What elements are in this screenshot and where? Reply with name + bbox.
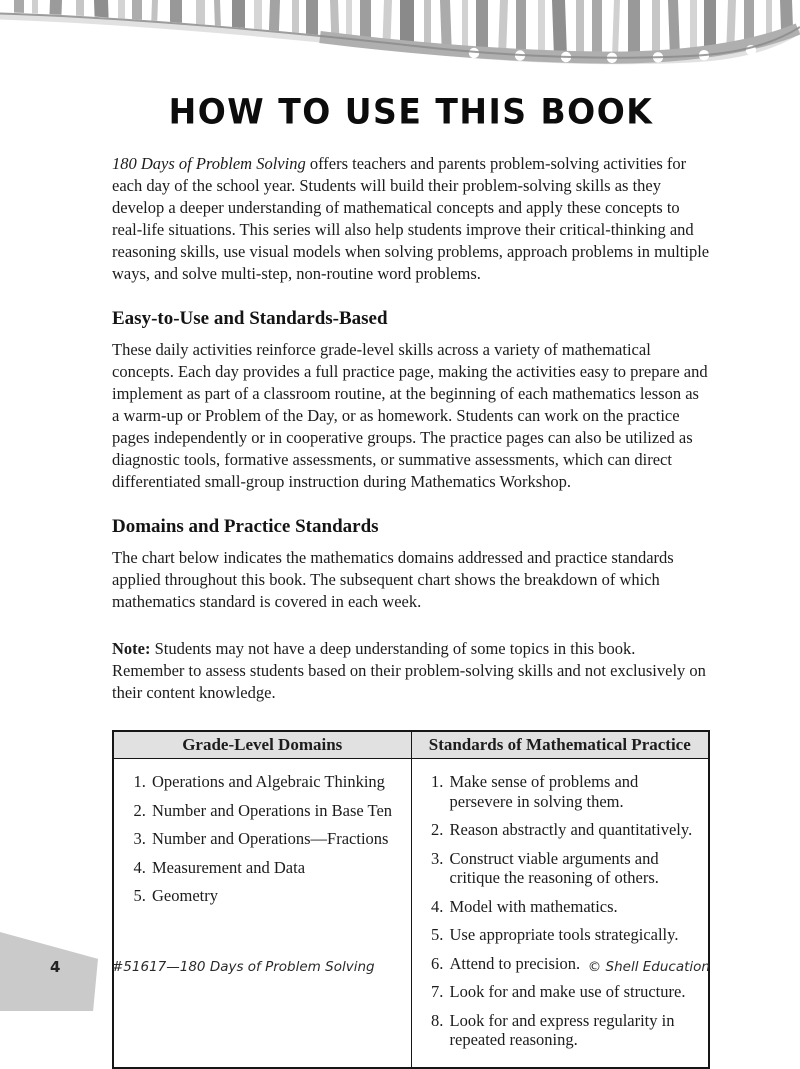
note-label: Note: (112, 639, 151, 658)
section-heading-easy-to-use: Easy-to-Use and Standards-Based (112, 308, 388, 329)
header-grade-level-domains: Grade-Level Domains (113, 731, 411, 759)
domains-cell (113, 759, 411, 1068)
footer-publisher: © Shell Education (587, 959, 710, 975)
intro-paragraph (112, 153, 710, 285)
page-number: 4 (50, 958, 61, 976)
list-item: 4. Measurement and Data (150, 858, 403, 878)
list-item: 2. Number and Operations in Base Ten (150, 801, 403, 821)
domains-list (122, 772, 403, 906)
list-item: 4. Model with mathematics. (448, 897, 701, 917)
section-body-easy-to-use: These daily activities reinforce grade-level skills across a variety of mathematical concepts. Each day provides a full practice page, making the activities easy to prepare and implement as part of a classroom routine, at the beginning of each mathematics lesson as a warm-up or Problem of the Day, or as homework. Students can work on the practice pages independently or in cooperative groups. The practice pages can also be utilized as diagnostic tools, formative assessments, or summative assessments, which can direct differentiated small-group instruction during Mathematics Workshop. (112, 340, 708, 491)
domains-practices-table (112, 730, 710, 1069)
footer-book-id: #51617—180 Days of Problem Solving (112, 959, 375, 975)
list-item: 8. Look for and express regularity in repeated reasoning. (448, 1011, 701, 1050)
note-paragraph (112, 638, 710, 704)
page-corner-decoration (0, 932, 98, 1011)
list-item: 3. Construct viable arguments and critique the reasoning of others. (448, 849, 701, 888)
list-item: 5. Geometry (150, 886, 403, 906)
section-body-domains: The chart below indicates the mathematics domains addressed and practice standards applied throughout this book. The subsequent chart shows the breakdown of which mathematics standard is covered in each week. (112, 548, 674, 611)
list-item: 6. Attend to precision. (448, 954, 701, 974)
list-item: 2. Reason abstractly and quantitatively. (448, 820, 701, 840)
list-item: 3. Number and Operations—Fractions (150, 829, 403, 849)
list-item: 1. Make sense of problems and persevere in solving them. (448, 772, 701, 811)
page-footer (112, 959, 710, 975)
page-content (112, 92, 710, 1069)
page-title: HOW TO USE THIS BOOK (168, 90, 654, 133)
top-fringe-decoration (0, 0, 800, 74)
note-body: Students may not have a deep understanding of some topics in this book. Remember to assess students based on their problem-solving skills and not exclusively on their content knowledge. (112, 639, 706, 702)
list-item: 7. Look for and make use of structure. (448, 982, 701, 1002)
table-header-row (113, 731, 709, 759)
list-item: 5. Use appropriate tools strategically. (448, 925, 701, 945)
intro-text: offers teachers and parents problem-solving activities for each day of the school year. Students will build their problem-solving skills as they develop a deeper understanding of mathematical concepts and apply these concepts to real-life situations. This series will also help students improve their critical-thinking and reasoning skills, use visual models when solving problems, approach problems in multiple ways, and solve multi-step, non-routine word problems. (112, 154, 710, 283)
section-heading-domains: Domains and Practice Standards (112, 516, 379, 537)
practices-list (420, 772, 701, 1050)
list-item: 1. Operations and Algebraic Thinking (150, 772, 403, 792)
table-body-row (113, 759, 709, 1068)
header-standards-practice: Standards of Mathematical Practice (411, 731, 709, 759)
practices-cell (411, 759, 709, 1068)
book-title-italic: 180 Days of Problem Solving (112, 154, 306, 173)
